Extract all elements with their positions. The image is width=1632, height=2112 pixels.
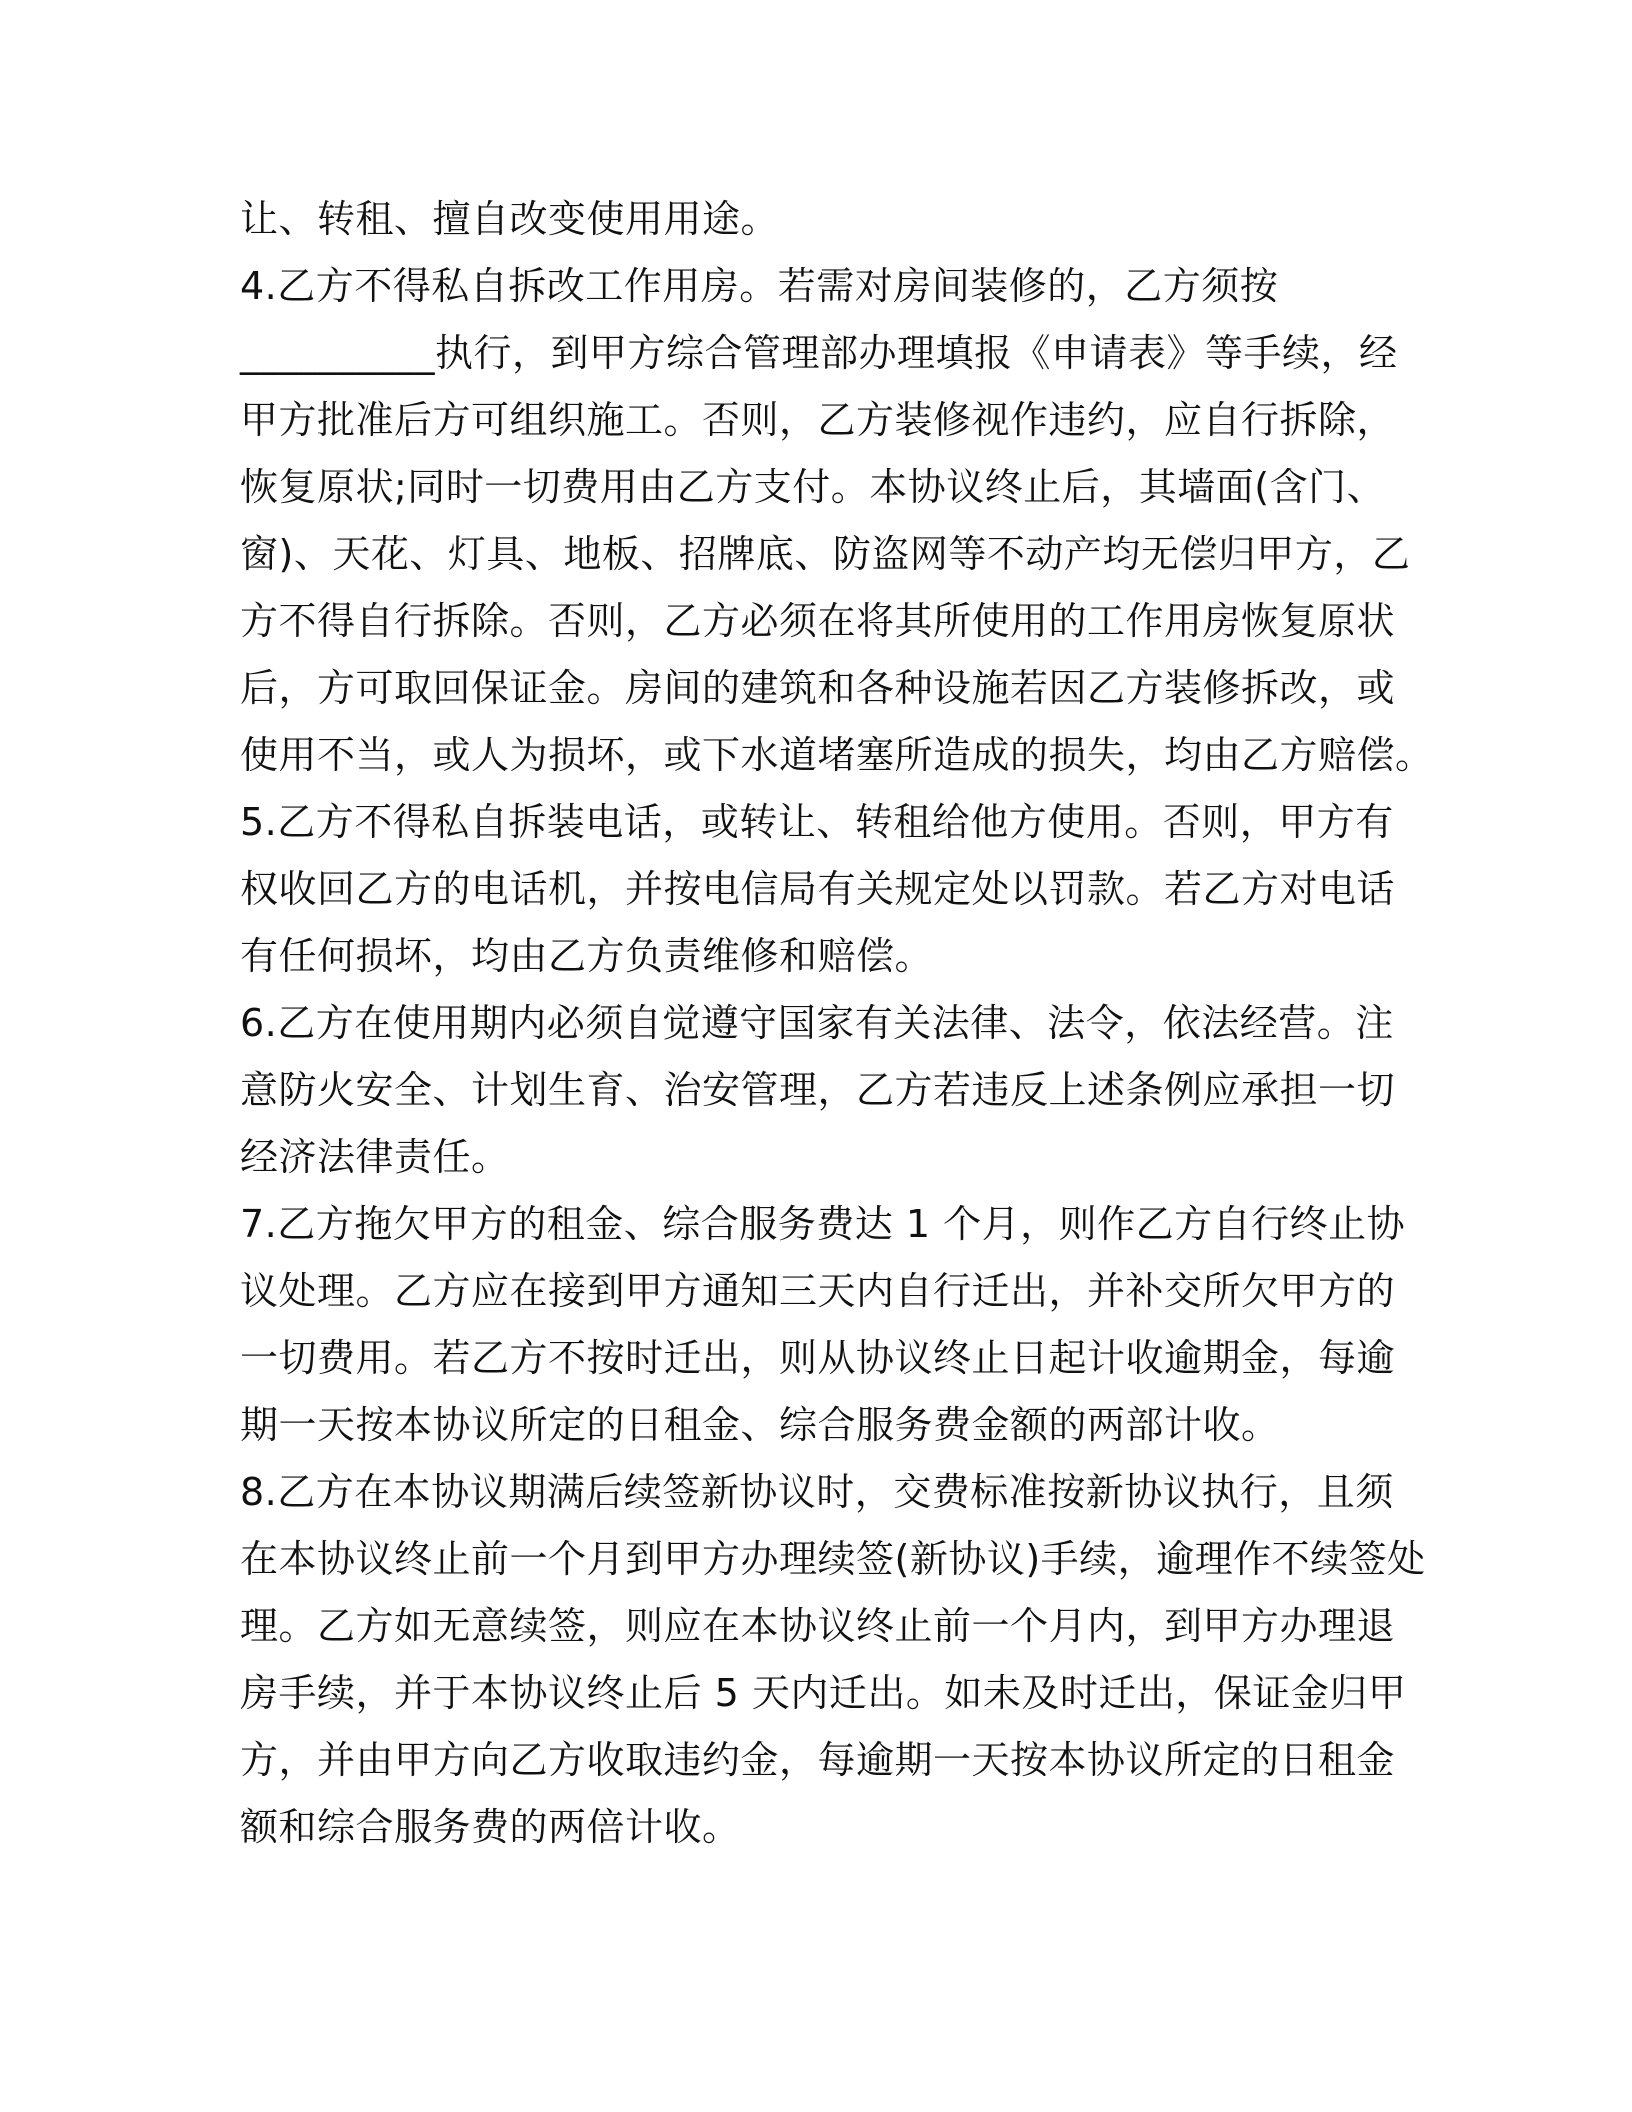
text-line: 恢复原状;同时一切费用由乙方支付。本协议终止后，其墙面(含门、 (240, 465, 1386, 509)
text-line: 使用不当，或人为损坏，或下水道堵塞所造成的损失，均由乙方赔偿。 (240, 733, 1434, 777)
text-line: 6.乙方在使用期内必须自觉遵守国家有关法律、法令，依法经营。注 (240, 1001, 1394, 1045)
text-line: 在本协议终止前一个月到甲方办理续签(新协议)手续，逾理作不续签处 (240, 1537, 1426, 1581)
text-line: 权收回乙方的电话机，并按电信局有关规定处以罚款。若乙方对电话 (240, 867, 1396, 911)
text-line: 期一天按本协议所定的日租金、综合服务费金额的两部计收。 (240, 1403, 1280, 1447)
text-line: 5.乙方不得私自拆装电话，或转让、转租给他方使用。否则，甲方有 (240, 800, 1394, 844)
text-line: 意防火安全、计划生育、治安管理，乙方若违反上述条例应承担一切 (240, 1068, 1396, 1112)
text-line: __________执行，到甲方综合管理部办理填报《申请表》等手续，经 (240, 331, 1398, 375)
text-line: 7.乙方拖欠甲方的租金、综合服务费达 1 个月，则作乙方自行终止协 (240, 1202, 1406, 1246)
text-line: 让、转租、擅自改变使用用途。 (240, 197, 780, 241)
text-line: 方不得自行拆除。否则，乙方必须在将其所使用的工作用房恢复原状 (240, 599, 1396, 643)
text-line: 后，方可取回保证金。房间的建筑和各种设施若因乙方装修拆改，或 (240, 666, 1396, 710)
text-line: 一切费用。若乙方不按时迁出，则从协议终止日起计收逾期金，每逾 (240, 1336, 1396, 1380)
text-line: 方，并由甲方向乙方收取违约金，每逾期一天按本协议所定的日租金 (240, 1738, 1396, 1782)
text-line: 经济法律责任。 (240, 1135, 510, 1179)
text-line: 甲方批准后方可组织施工。否则，乙方装修视作违约，应自行拆除， (240, 398, 1396, 442)
text-line: 房手续，并于本协议终止后 5 天内迁出。如未及时迁出，保证金归甲 (240, 1671, 1407, 1715)
text-line: 窗)、天花、灯具、地板、招牌底、防盗网等不动产均无偿归甲方，乙 (240, 532, 1411, 576)
text-line: 有任何损坏，均由乙方负责维修和赔偿。 (240, 934, 934, 978)
text-line: 理。乙方如无意续签，则应在本协议终止前一个月内，到甲方办理退 (240, 1604, 1396, 1648)
text-line: 额和综合服务费的两倍计收。 (240, 1805, 741, 1849)
text-line: 议处理。乙方应在接到甲方通知三天内自行迁出，并补交所欠甲方的 (240, 1269, 1396, 1313)
body-text (240, 186, 1434, 1861)
text-line: 4.乙方不得私自拆改工作用房。若需对房间装修的，乙方须按 (240, 264, 1279, 308)
text-line: 8.乙方在本协议期满后续签新协议时，交费标准按新协议执行，且须 (240, 1470, 1394, 1514)
